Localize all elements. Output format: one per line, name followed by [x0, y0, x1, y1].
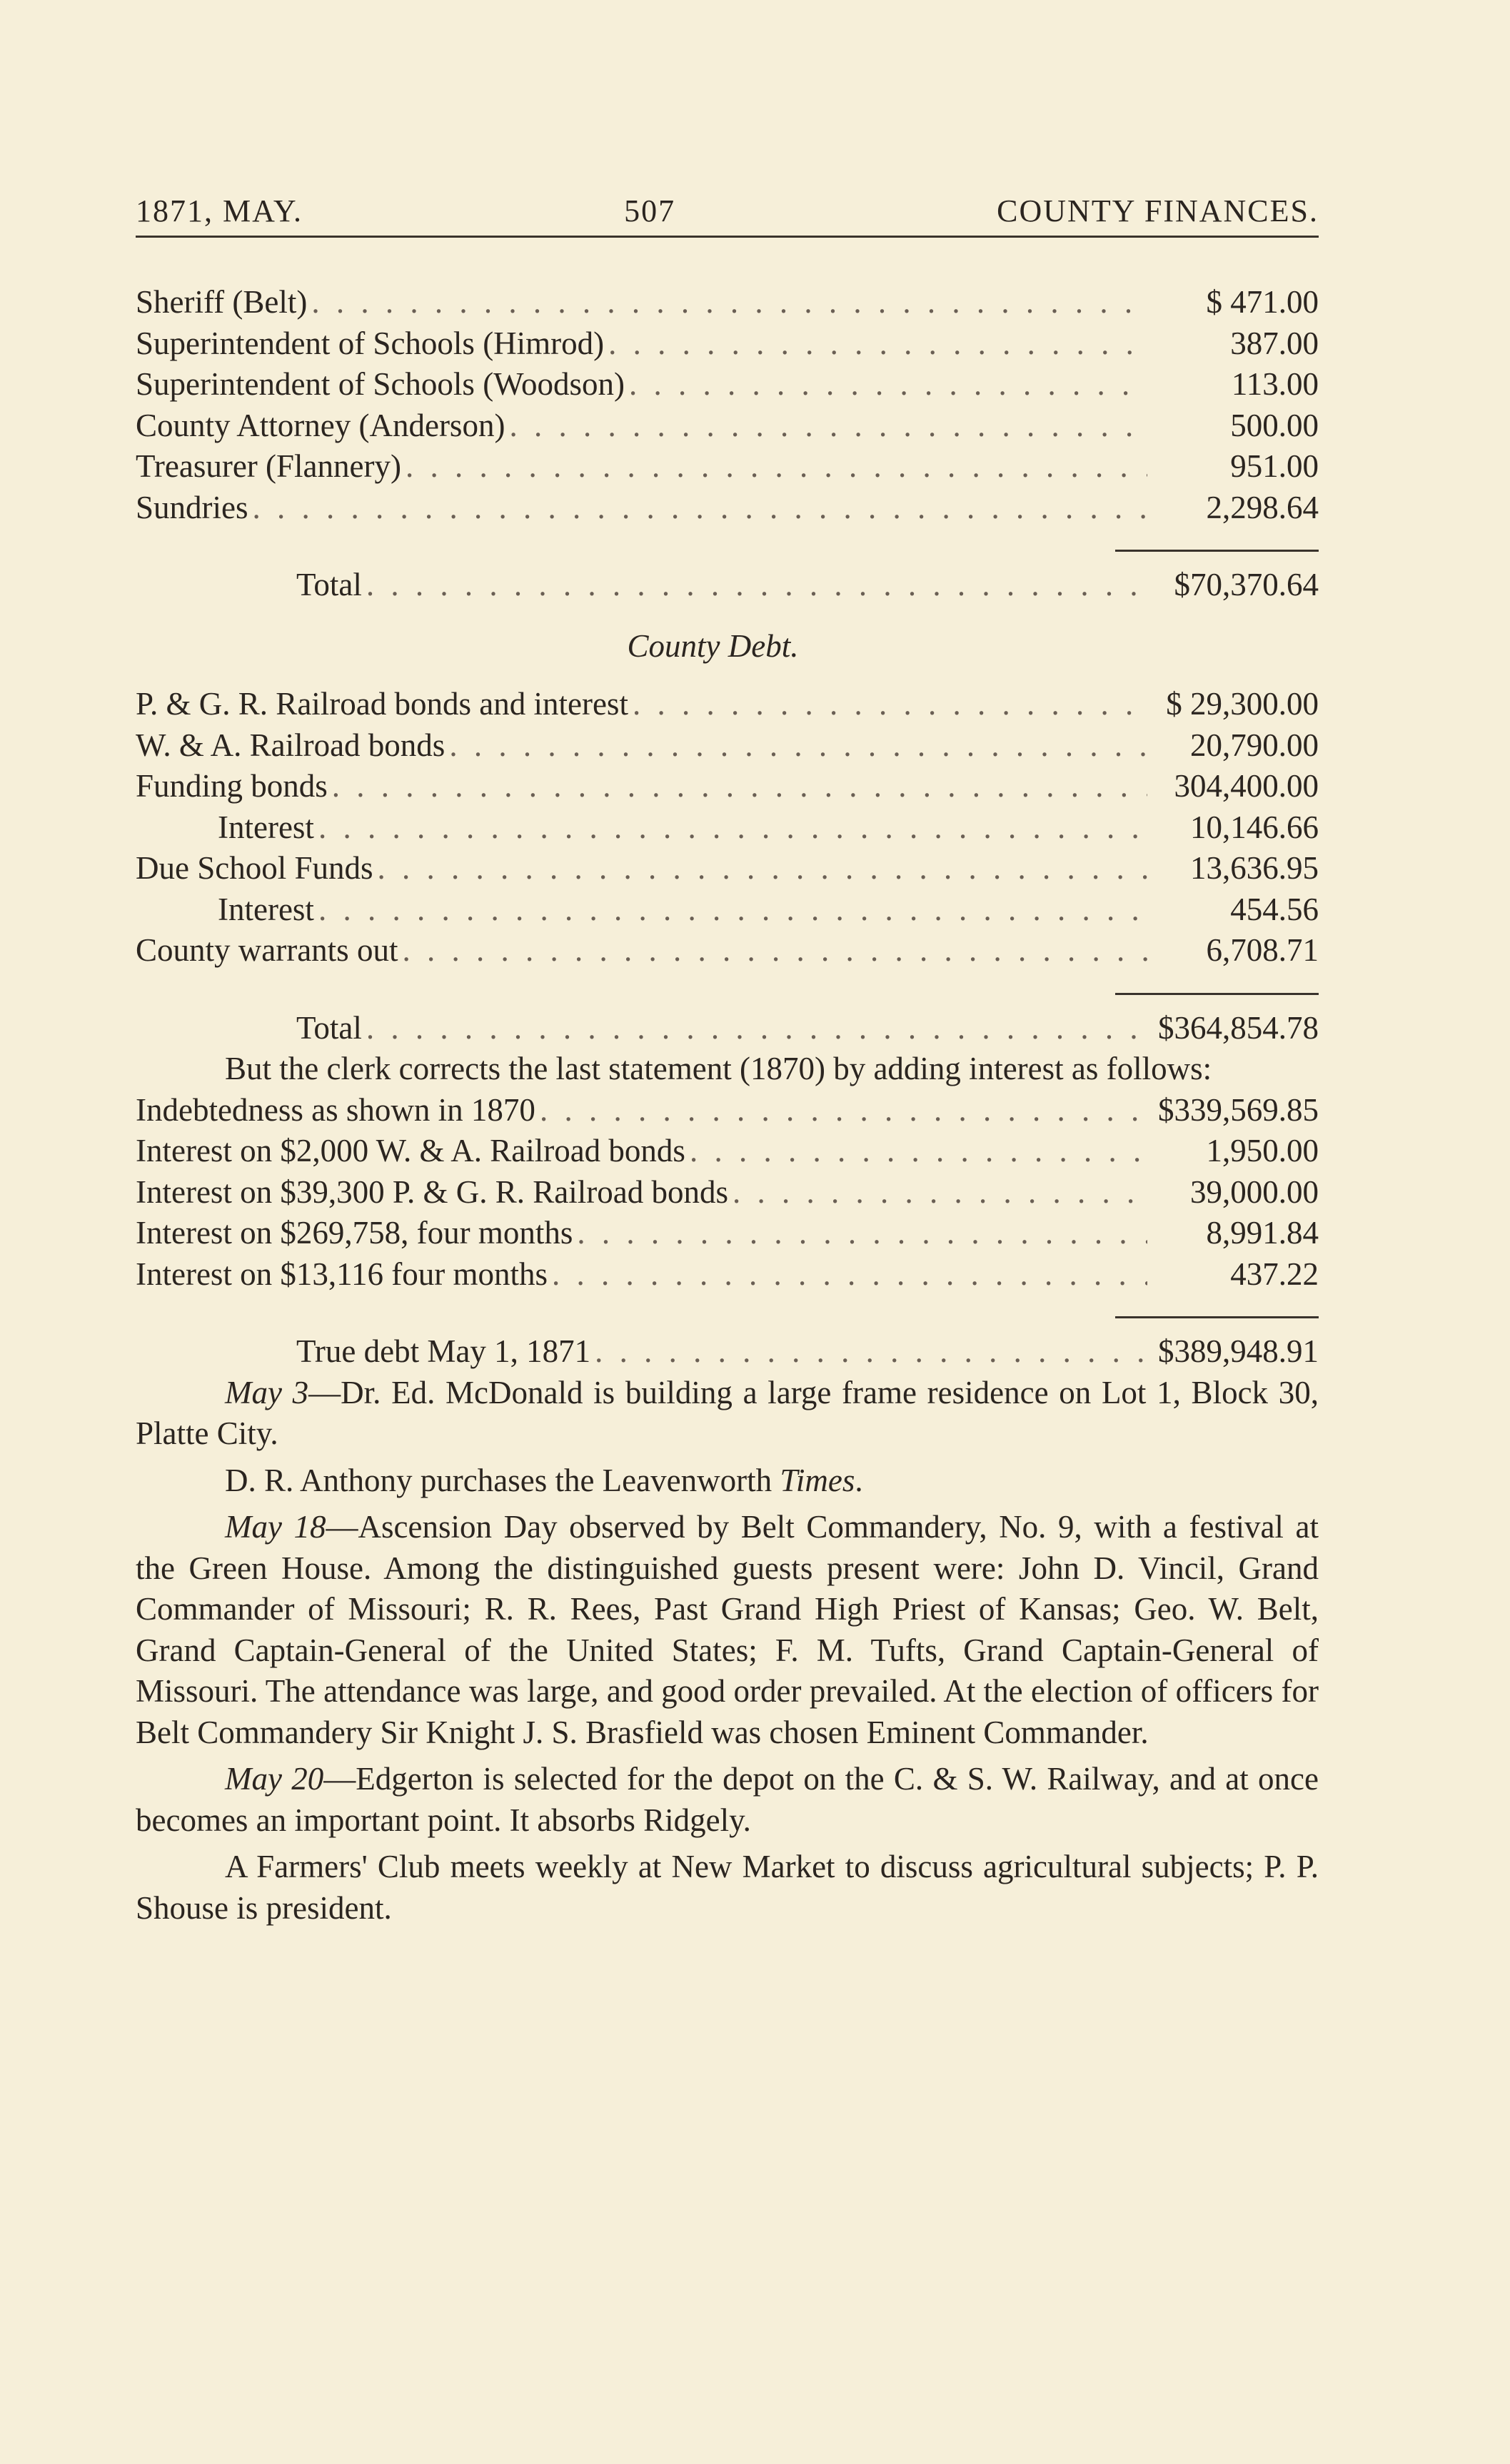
- leader-dots: [248, 488, 1148, 529]
- ledger-amount: 39,000.00: [1190, 1173, 1319, 1210]
- sum-rule: [1115, 550, 1319, 552]
- ledger-amount: 500.00: [1230, 407, 1319, 443]
- ledger-label: Interest on $269,758, four months: [136, 1215, 573, 1251]
- ledger-row: [136, 446, 1319, 488]
- ledger-row: [136, 364, 1319, 405]
- leader-dots: [505, 405, 1147, 447]
- chronicle-entry: [136, 1373, 1319, 1455]
- ledger-amount: 13,636.95: [1190, 850, 1319, 886]
- ledger-amount: 387.00: [1230, 325, 1319, 361]
- entry-date: May 3: [225, 1374, 309, 1410]
- leader-dots: [728, 1172, 1147, 1213]
- entry-text: —Edgerton is selected for the depot on the C. & S. W. Railway, and at once becomes an important point. It absorbs Ridgely.: [136, 1761, 1319, 1838]
- entry-text: D. R. Anthony purchases the Leavenworth: [225, 1462, 780, 1498]
- ledger-amount: 20,790.00: [1190, 727, 1319, 763]
- header-title: COUNTY FINANCES.: [997, 193, 1319, 228]
- ledger-row: [136, 766, 1319, 807]
- ledger-amount: 951.00: [1230, 448, 1319, 484]
- chronicle-entry: [136, 1759, 1319, 1841]
- ledger-label: Funding bonds: [136, 768, 328, 804]
- leader-dots: [307, 282, 1147, 323]
- total-label: Total: [296, 1009, 362, 1046]
- ledger-row: [136, 405, 1319, 447]
- leader-dots: [535, 1090, 1147, 1131]
- ledger-label: Superintendent of Schools (Woodson): [136, 366, 625, 402]
- leader-dots: [445, 725, 1147, 767]
- sum-rule: [1115, 1316, 1319, 1318]
- clerk-note: But the clerk corrects the last statement (1870) by adding interest as follows:: [225, 1051, 1212, 1086]
- ledger-amount: 437.22: [1230, 1256, 1319, 1292]
- sum-rule: [1115, 993, 1319, 995]
- ledger-row: [136, 1172, 1319, 1213]
- county-debt-list: [136, 684, 1319, 1049]
- leader-dots: [548, 1254, 1147, 1296]
- section-title: County Debt.: [627, 627, 799, 664]
- ledger-row: [136, 1213, 1319, 1254]
- total-amount: $364,854.78: [1158, 1009, 1319, 1046]
- ledger-label: County Attorney (Anderson): [136, 407, 505, 443]
- leader-dots: [398, 930, 1147, 971]
- ledger-label: Interest: [218, 809, 314, 845]
- newspaper-name: Times: [780, 1462, 855, 1498]
- leader-dots: [373, 848, 1147, 889]
- ledger-label: Interest on $2,000 W. & A. Railroad bonds: [136, 1133, 685, 1168]
- leader-dots: [401, 446, 1147, 488]
- ledger-label: Due School Funds: [136, 850, 373, 886]
- entry-date: May 18: [225, 1509, 326, 1545]
- ledger-label: Sheriff (Belt): [136, 284, 308, 320]
- ledger-row: [136, 930, 1319, 971]
- ledger-label: Interest: [218, 891, 314, 927]
- ledger-row: [136, 807, 1319, 849]
- total-label: Total: [296, 567, 362, 602]
- ledger-amount: 454.56: [1230, 891, 1319, 927]
- ledger-label: P. & G. R. Railroad bonds and interest: [136, 686, 628, 722]
- ledger-row: [136, 1090, 1319, 1131]
- entry-date: May 20: [225, 1761, 324, 1797]
- ledger-row: [136, 725, 1319, 767]
- chronicle-entry: [136, 1847, 1319, 1929]
- ledger-row: [136, 488, 1319, 529]
- ledger-label: Interest on $13,116 four months: [136, 1256, 548, 1292]
- ledger-amount: 1,950.00: [1206, 1133, 1319, 1168]
- leader-dots: [604, 323, 1147, 365]
- ledger-label: W. & A. Railroad bonds: [136, 727, 446, 763]
- total-amount: $70,370.64: [1174, 567, 1319, 602]
- ledger-amount: 10,146.66: [1190, 809, 1319, 845]
- entry-text-end: .: [855, 1462, 863, 1498]
- ledger-amount: 2,298.64: [1206, 489, 1319, 525]
- leader-dots: [625, 364, 1147, 405]
- ledger-amount: 8,991.84: [1206, 1215, 1319, 1251]
- entry-text: —Ascension Day observed by Belt Commandery, No. 9, with a festival at the Green House. Among the distinguished guests present were: John D. Vincil, Grand Commander of Missouri; R. R. Rees, Past Grand High Priest of Kansas; Geo. W. Belt, Grand Captain-General of the United States; F. M. Tufts, Grand Captain-General of Missouri. The attendance was large, and good order prevailed. At the election of officers for Belt Commandery Sir Knight J. S. Brasfield was chosen Eminent Commander.: [136, 1509, 1319, 1750]
- header-date: 1871, MAY.: [136, 193, 303, 228]
- leader-dots: [685, 1131, 1147, 1172]
- chronicle-entry: [136, 1507, 1319, 1753]
- corrections-list: [136, 1090, 1319, 1373]
- header-rule: [136, 236, 1319, 238]
- running-header: [136, 193, 1319, 229]
- leader-dots: [362, 1008, 1147, 1049]
- ledger-row: [136, 889, 1319, 931]
- ledger-label: Sundries: [136, 489, 248, 525]
- leader-dots: [628, 684, 1147, 725]
- true-debt-amount: $389,948.91: [1158, 1333, 1319, 1369]
- leader-dots: [362, 565, 1147, 606]
- ledger-label: Indebtedness as shown in 1870: [136, 1091, 535, 1128]
- page-body: [136, 282, 1319, 1934]
- ledger-row: [136, 684, 1319, 725]
- entry-text: —Dr. Ed. McDonald is building a large frame residence on Lot 1, Block 30, Platte City.: [136, 1374, 1319, 1451]
- ledger-amount: $ 471.00: [1206, 284, 1319, 320]
- ledger-row: [136, 848, 1319, 889]
- total-row: [136, 565, 1319, 606]
- ledger-amount: 113.00: [1231, 366, 1319, 402]
- expense-list: [136, 282, 1319, 606]
- entry-text: A Farmers' Club meets weekly at New Market to discuss agricultural subjects; P. P. Shouse is president.: [136, 1849, 1319, 1926]
- ledger-row: [136, 282, 1319, 323]
- leader-dots: [573, 1213, 1147, 1254]
- leader-dots: [328, 766, 1147, 807]
- page-number: 507: [624, 193, 676, 228]
- ledger-amount: $ 29,300.00: [1166, 686, 1319, 722]
- true-debt-label: True debt May 1, 1871: [296, 1333, 591, 1369]
- ledger-label: Interest on $39,300 P. & G. R. Railroad bonds: [136, 1173, 728, 1210]
- ledger-label: County warrants out: [136, 932, 398, 968]
- ledger-row: [136, 1131, 1319, 1172]
- true-debt-row: [136, 1331, 1319, 1373]
- ledger-amount: 304,400.00: [1174, 768, 1319, 804]
- ledger-label: Treasurer (Flannery): [136, 448, 401, 484]
- ledger-amount: $339,569.85: [1158, 1091, 1319, 1128]
- chronicle-entry: [136, 1460, 1319, 1502]
- leader-dots: [314, 807, 1147, 849]
- ledger-label: Superintendent of Schools (Himrod): [136, 325, 605, 361]
- ledger-row: [136, 323, 1319, 365]
- leader-dots: [590, 1331, 1147, 1373]
- ledger-amount: 6,708.71: [1206, 932, 1319, 968]
- ledger-row: [136, 1254, 1319, 1296]
- total-row: [136, 1008, 1319, 1049]
- leader-dots: [314, 889, 1147, 931]
